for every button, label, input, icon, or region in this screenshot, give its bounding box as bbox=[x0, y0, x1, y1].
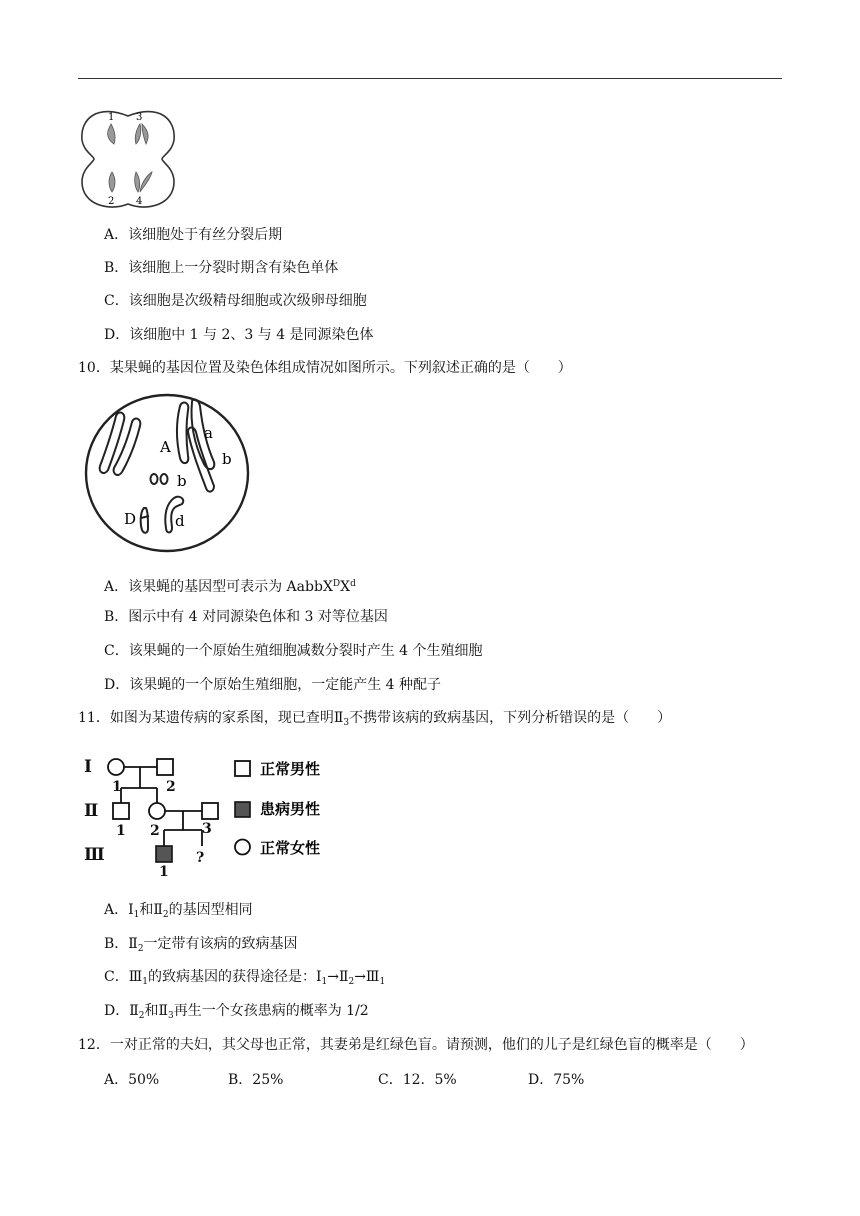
q10-option-c[interactable]: C．该果蝇的一个原始生殖细胞减数分裂时产生 4 个生殖细胞 bbox=[104, 643, 483, 659]
dot-chromosome-2 bbox=[161, 474, 168, 484]
q12-option-b[interactable]: B．25% bbox=[228, 1072, 284, 1088]
label-II2: 2 bbox=[150, 823, 160, 839]
q12-option-a[interactable]: A．50% bbox=[104, 1072, 160, 1088]
chromosome-4b bbox=[140, 172, 152, 192]
q11-option-d[interactable] bbox=[104, 1002, 369, 1025]
chromosome-A bbox=[177, 403, 188, 464]
q12-option-c[interactable]: C．12．5% bbox=[378, 1072, 457, 1088]
label-I1: 1 bbox=[112, 779, 122, 795]
label-II1: 1 bbox=[116, 823, 126, 839]
q11-a-s2: 2 bbox=[162, 910, 169, 920]
chromosome-pair1-b bbox=[114, 419, 141, 475]
q11-option-c[interactable] bbox=[104, 968, 385, 991]
q11-d-p2: 和Ⅱ bbox=[144, 1003, 168, 1019]
gene-label-a: a bbox=[204, 424, 213, 442]
q11-c-p2: 的致病基因的获得途径是：Ⅰ bbox=[147, 969, 322, 985]
q9-option-d[interactable]: D．该细胞中 1 与 2、3 与 4 是同源染色体 bbox=[104, 327, 374, 343]
q10-option-a-sup-d: d bbox=[350, 579, 356, 589]
chromosome-D bbox=[141, 508, 148, 533]
individual-II1-normal-male bbox=[113, 803, 129, 819]
q11-a-s1: 1 bbox=[133, 910, 140, 920]
label-unknown: ? bbox=[196, 850, 205, 866]
q11-stem-sub: 3 bbox=[343, 718, 350, 728]
q12-stem: 12．一对正常的夫妇，其父母也正常，其妻弟是红绿色盲。请预测，他们的儿子是红绿色盲的概率是（ ） bbox=[78, 1037, 754, 1053]
q11-stem bbox=[78, 709, 671, 732]
individual-I1-normal-female bbox=[108, 759, 124, 775]
q11-stem-suffix: 不携带该病的致病基因，下列分析错误的是（ ） bbox=[349, 710, 672, 726]
individual-I2-normal-male bbox=[157, 759, 173, 775]
q11-a-p1: A．Ⅰ bbox=[104, 902, 134, 918]
q9-option-a[interactable]: A．该细胞处于有丝分裂后期 bbox=[104, 227, 283, 243]
generation-I: Ⅰ bbox=[84, 757, 92, 777]
q11-b-p2: 一定带有该病的致病基因 bbox=[143, 936, 298, 952]
q10-option-a-x: X bbox=[340, 579, 351, 595]
individual-II2-normal-female bbox=[149, 803, 165, 819]
q10-option-a-sup-D: D bbox=[332, 579, 341, 589]
q12-option-d[interactable]: D．75% bbox=[528, 1072, 585, 1088]
header-rule bbox=[78, 78, 782, 79]
generation-III: Ⅲ bbox=[84, 845, 105, 865]
chrom-label-1: 1 bbox=[108, 112, 115, 123]
legend-normal-male-icon bbox=[235, 761, 250, 776]
q11-stem-text: 11．如图为某遗传病的家系图，现已查明Ⅱ bbox=[78, 710, 344, 726]
q11-d-s2: 3 bbox=[168, 1011, 174, 1021]
chromosome-4a bbox=[135, 172, 140, 192]
q11-option-b[interactable] bbox=[104, 935, 298, 958]
legend-affected-male-icon bbox=[235, 802, 250, 817]
q11-c-s3: 2 bbox=[348, 977, 355, 987]
q10-option-b[interactable]: B．图示中有 4 对同源染色体和 3 对等位基因 bbox=[104, 609, 388, 625]
individual-II3-normal-male bbox=[202, 803, 218, 819]
q11-a-p3: 的基因型相同 bbox=[168, 902, 253, 918]
gene-label-d: d bbox=[175, 512, 185, 530]
q11-c-p4: →Ⅲ bbox=[354, 969, 380, 985]
q11-c-s4: 1 bbox=[379, 977, 386, 987]
q11-c-s2: 1 bbox=[321, 977, 328, 987]
chromosome-3a bbox=[135, 124, 141, 144]
label-II3: 3 bbox=[202, 821, 212, 837]
gene-label-A: A bbox=[160, 438, 171, 456]
generation-II: Ⅱ bbox=[84, 801, 99, 821]
chromosome-pair1-a bbox=[100, 413, 125, 473]
q11-c-p3: →Ⅱ bbox=[327, 969, 349, 985]
q9-option-c[interactable]: C．该细胞是次级精母细胞或次级卵母细胞 bbox=[104, 293, 367, 309]
q11-d-p3: 再生一个女孩患病的概率为 1/2 bbox=[173, 1003, 369, 1019]
individual-III1-affected-male bbox=[156, 846, 172, 862]
legend-normal-male: 正常男性 bbox=[260, 760, 321, 778]
legend-affected-male: 患病男性 bbox=[260, 800, 321, 818]
q9-option-b[interactable]: B．该细胞上一分裂时期含有染色单体 bbox=[104, 260, 339, 276]
q10-option-a[interactable] bbox=[104, 575, 356, 596]
q10-option-a-text: A．该果蝇的基因型可表示为 AabbX bbox=[104, 579, 333, 595]
q10-option-d[interactable]: D．该果蝇的一个原始生殖细胞，一定能产生 4 种配子 bbox=[104, 677, 442, 693]
fruitfly-chromosome-figure bbox=[82, 392, 252, 554]
legend-normal-female: 正常女性 bbox=[260, 839, 321, 857]
q11-c-s1: 1 bbox=[142, 977, 148, 987]
q11-d-s1: 2 bbox=[138, 1011, 145, 1021]
gene-label-D: D bbox=[124, 510, 137, 528]
chromosome-2 bbox=[109, 172, 115, 192]
dot-chromosome-1 bbox=[151, 474, 158, 484]
chromosome-1 bbox=[108, 124, 115, 144]
label-III1: 1 bbox=[159, 864, 169, 876]
legend-normal-female-icon bbox=[235, 840, 250, 855]
chrom-label-2: 2 bbox=[108, 196, 115, 207]
q11-c-p1: C．Ⅲ bbox=[104, 969, 143, 985]
chrom-label-3: 3 bbox=[136, 112, 143, 123]
q11-option-a[interactable] bbox=[104, 901, 253, 924]
pedigree-figure bbox=[80, 748, 342, 876]
cell-division-figure bbox=[78, 106, 178, 212]
q11-d-p1: D．Ⅱ bbox=[104, 1003, 139, 1019]
chromosome-3b bbox=[142, 124, 148, 144]
gene-label-b-dot: b bbox=[177, 472, 187, 490]
q10-stem: 10．某果蝇的基因位置及染色体组成情况如图所示。下列叙述正确的是（ ） bbox=[78, 360, 572, 376]
label-I2: 2 bbox=[166, 779, 176, 795]
chrom-label-4: 4 bbox=[136, 196, 143, 207]
q11-b-s1: 2 bbox=[137, 944, 144, 954]
gene-label-b-right: b bbox=[222, 450, 232, 468]
q11-a-p2: 和Ⅱ bbox=[139, 902, 163, 918]
q11-b-p1: B．Ⅱ bbox=[104, 936, 138, 952]
